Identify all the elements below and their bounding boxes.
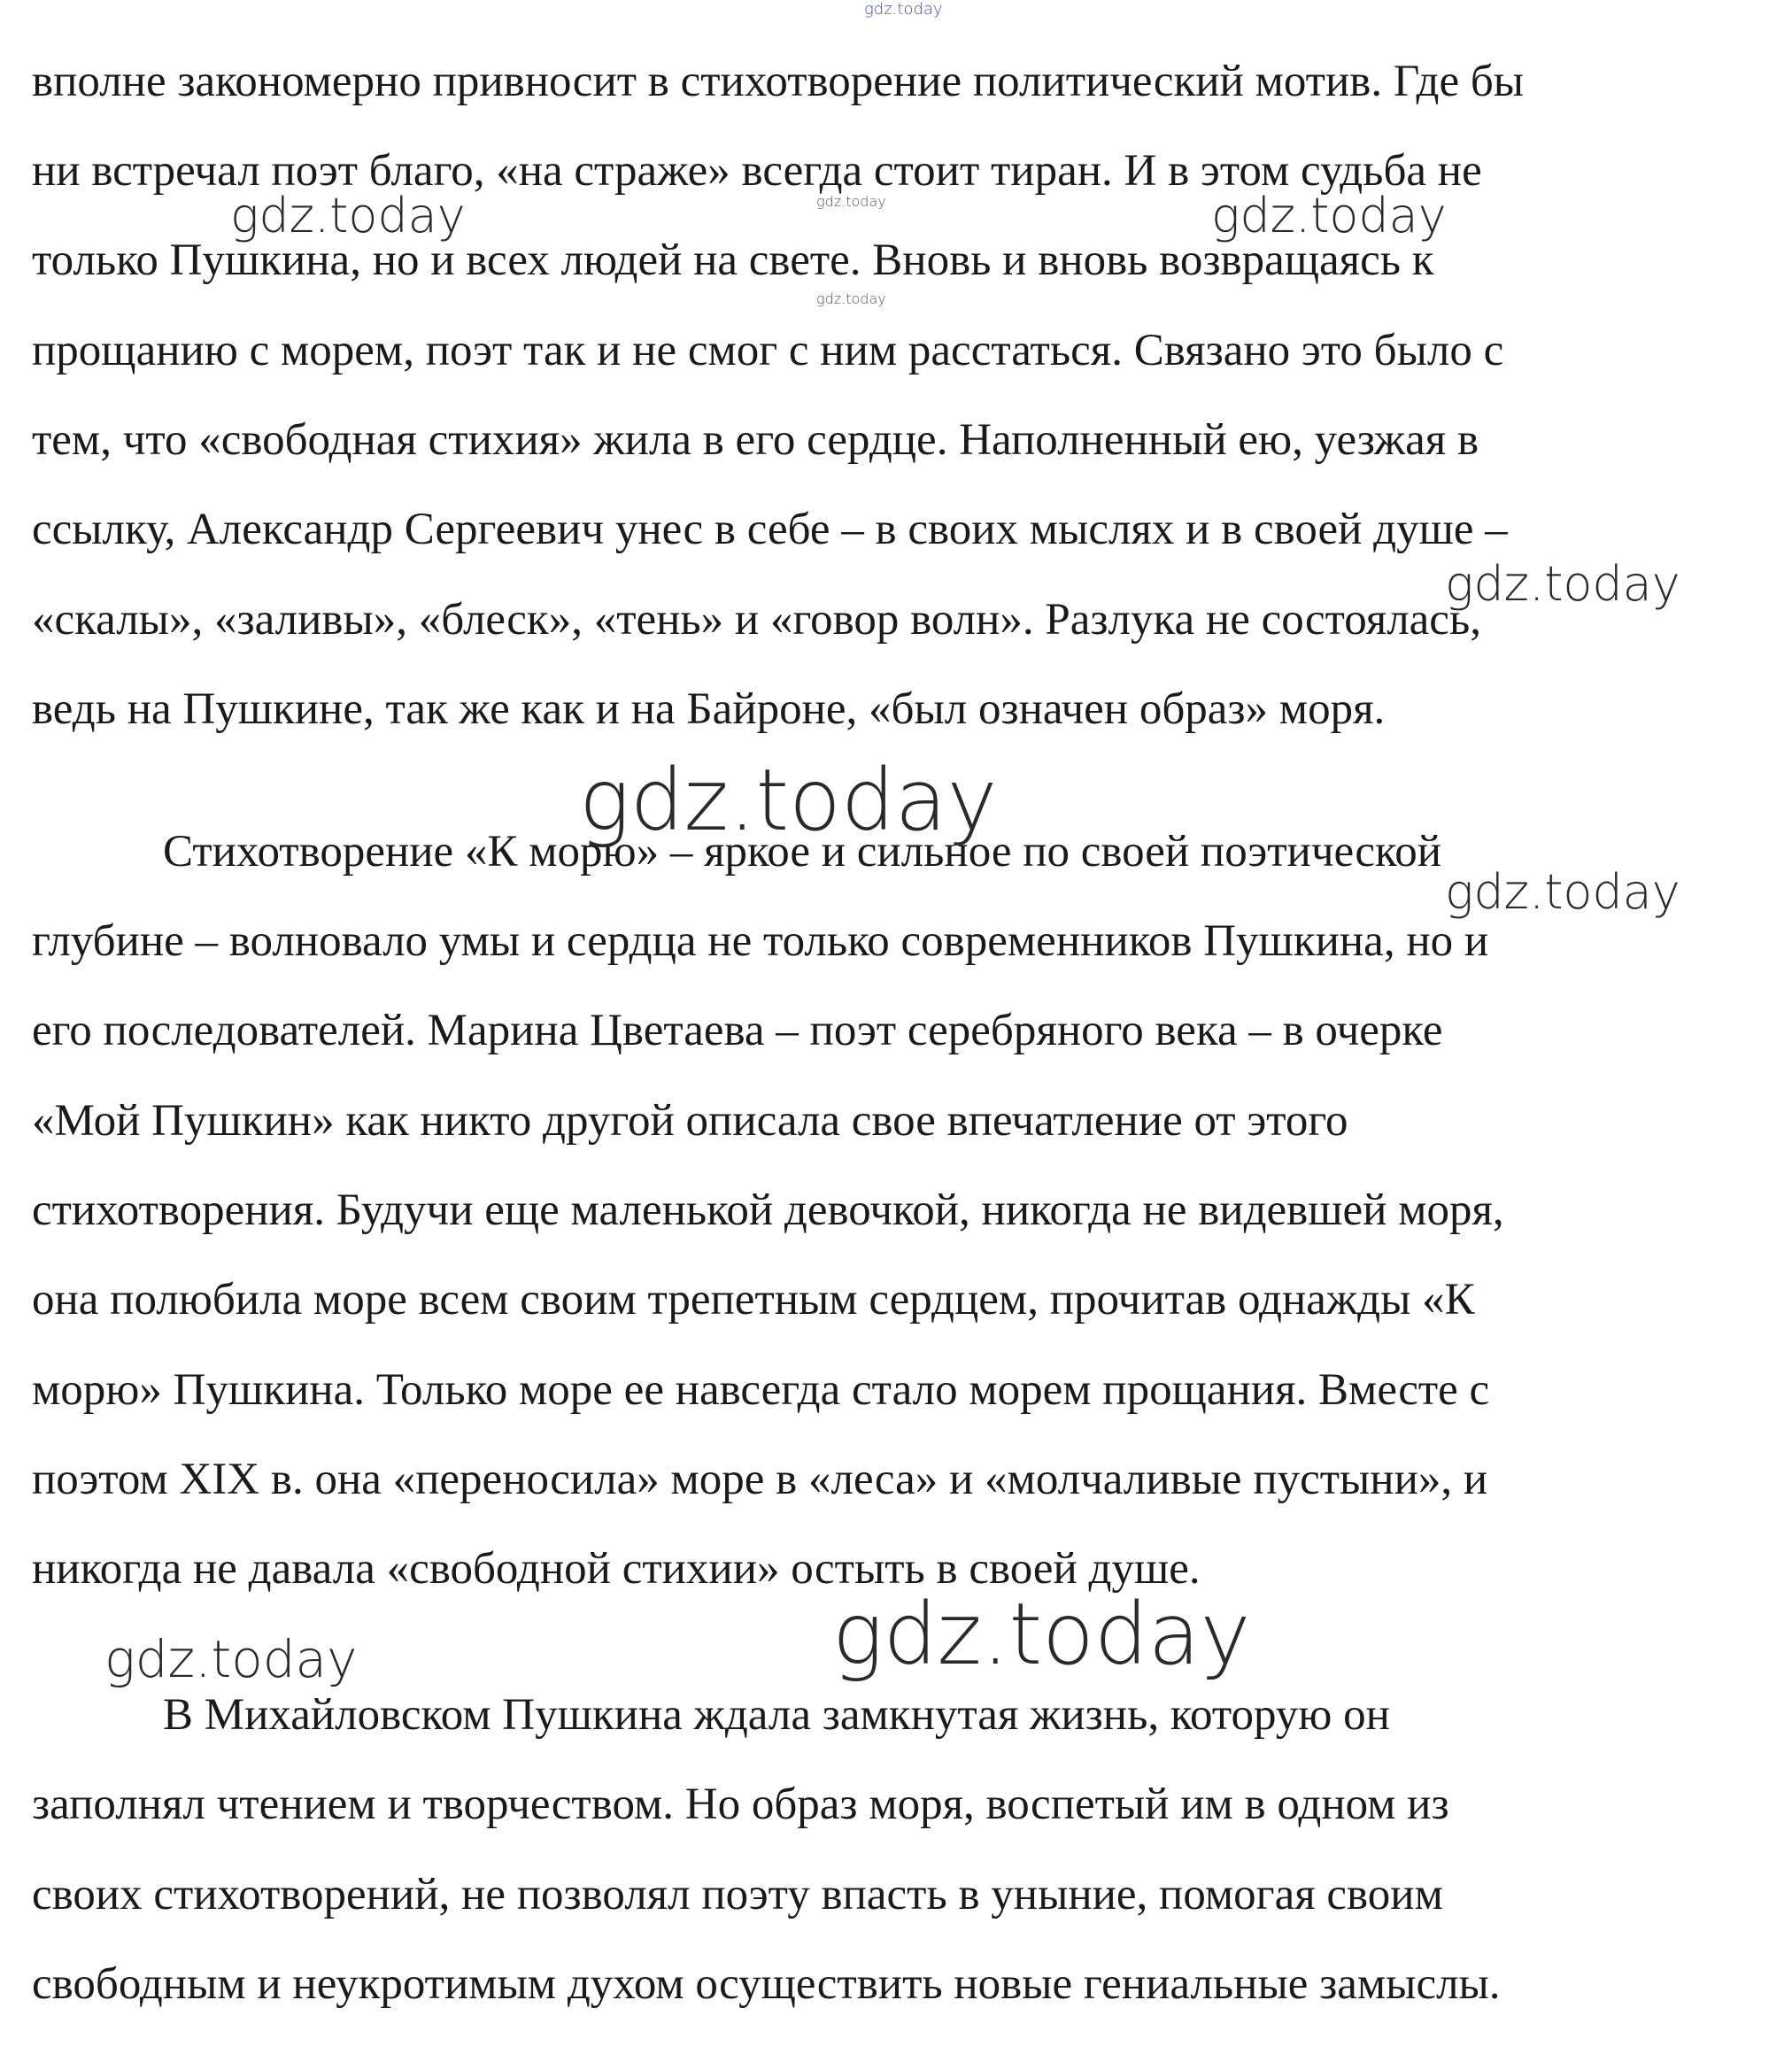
paragraph-2-line-4: «Мой Пушкин» как никто другой описала свое впечатление от этого [32, 1096, 1348, 1146]
watermark-left-2: gdz.today [104, 1629, 358, 1689]
paragraph-1-line-5: тем, что «свободная стихия» жила в его сердце. Наполненный ею, уезжая в [32, 415, 1479, 465]
paragraph-2-line-9: никогда не давала «свободной стихии» остыть в своей душе. [32, 1544, 1201, 1594]
watermark-small-2: gdz.today [816, 290, 886, 307]
paragraph-3-line-1: В Михайловском Пушкина ждала замкнутая жизнь, которую он [163, 1690, 1390, 1740]
paragraph-2-line-8: поэтом XIX в. она «переносила» море в «леса» и «молчаливые пустыни», и [32, 1455, 1488, 1504]
paragraph-2-line-5: стихотворения. Будучи еще маленькой девочкой, никогда не видевшей моря, [32, 1185, 1504, 1235]
paragraph-1-line-1: вполне закономерно привносит в стихотворение политический мотив. Где бы [32, 57, 1525, 106]
paragraph-2-line-1: Стихотворение «К морю» – яркое и сильное по своей поэтической [163, 827, 1441, 877]
paragraph-2-line-7: морю» Пушкина. Только море ее навсегда стало морем прощания. Вместе с [32, 1365, 1490, 1415]
paragraph-2-line-6: она полюбила море всем своим трепетным сердцем, прочитав однажды «К [32, 1275, 1475, 1324]
paragraph-1-line-2: ни встречал поэт благо, «на страже» всегда стоит тиран. И в этом судьба не [32, 146, 1482, 196]
paragraph-3-line-4: свободным и неукротимым духом осуществить новые гениальные замыслы. [32, 1959, 1501, 2009]
paragraph-1-line-4: прощанию с морем, поэт так и не смог с ним расстаться. Связано это было с [32, 326, 1504, 375]
paragraph-1-line-6: ссылку, Александр Сергеевич унес в себе – в своих мыслях и в своей душе – [32, 505, 1508, 554]
paragraph-1-line-8: ведь на Пушкине, так же как и на Байроне, «был означен образ» моря. [32, 684, 1386, 734]
paragraph-2-line-3: его последователей. Марина Цветаева – поэт серебряного века – в очерке [32, 1006, 1443, 1055]
watermark-right-3: gdz.today [1445, 864, 1680, 920]
watermark-left-1: gdz.today [230, 188, 466, 243]
paragraph-1-line-7: «скалы», «заливы», «блеск», «тень» и «говор волн». Разлука не состоялась, [32, 595, 1481, 645]
watermark-top: gdz.today [864, 0, 943, 19]
paragraph-3-line-3: своих стихотворений, не позволял поэту впасть в уныние, помогая своим [32, 1870, 1443, 1919]
watermark-large-1: gdz.today [579, 751, 998, 850]
paragraph-2-line-2: глубине – волновало умы и сердца не только современников Пушкина, но и [32, 916, 1489, 966]
watermark-small-1: gdz.today [816, 193, 886, 210]
watermark-large-2: gdz.today [832, 1585, 1251, 1684]
paragraph-1-line-3: только Пушкина, но и всех людей на свете. Вновь и вновь возвращаясь к [32, 236, 1434, 285]
watermark-right-1: gdz.today [1211, 188, 1447, 243]
watermark-right-2: gdz.today [1445, 556, 1680, 612]
paragraph-3-line-2: заполнял чтением и творчеством. Но образ моря, воспетый им в одном из [32, 1780, 1449, 1829]
